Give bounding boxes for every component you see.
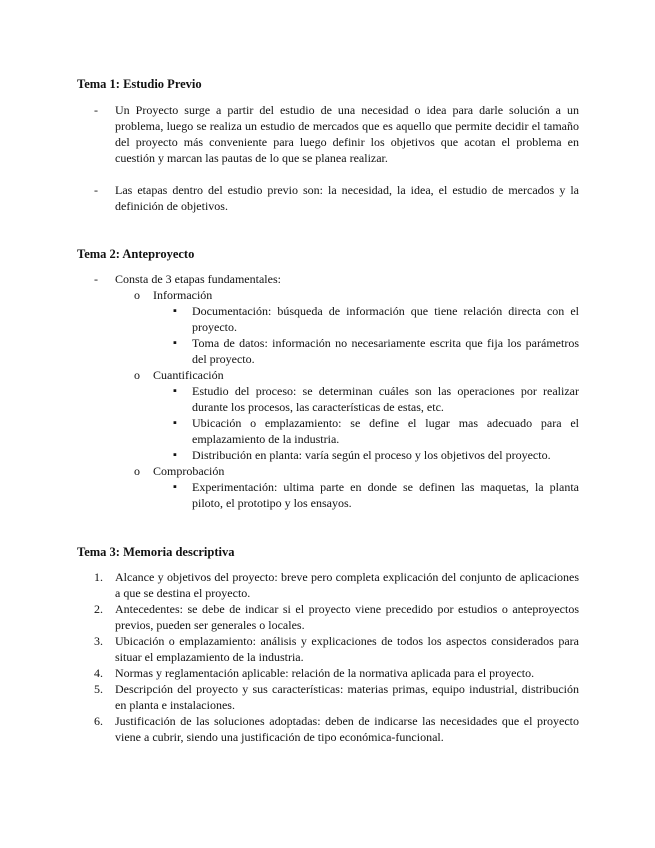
list-item [77,569,579,601]
heading-tema-1: Tema 1: Estudio Previo [77,77,202,91]
list-text: Alcance y objetivos del proyecto: breve pero completa explicación del conjunto de aplicaciones a que se destina el proyecto. [115,570,579,600]
section-tema-1 [77,76,579,214]
list-number: 1. [94,570,103,584]
list-text: Justificación de las soluciones adoptadas: deben de indicarse las necesidades que el proyecto viene a cubrir, siendo una justificación de tipo económica-funcional. [115,714,579,744]
list-item: - Un Proyecto surge a partir del estudio de una necesidad o idea para darle solución a un problema, luego se realiza un estudio de mercados que es aquello que permite decidir el tamaño del proyecto más conveniente para luego definir los objetivos que acotan el problema en cuestión y marcan las pautas de lo que se planea realizar. [77,102,579,166]
list-item [77,681,579,713]
section-tema-2 [77,246,579,511]
stage-comprobacion: o Comprobación [77,463,579,479]
list-item: - Consta de 3 etapas fundamentales: [77,271,579,287]
list-item: ▪ Documentación: búsqueda de información que tiene relación directa con el proyecto. [77,303,579,335]
stage-cuantificacion: o Cuantificación [77,367,579,383]
list-item [77,713,579,745]
section-tema-3 [77,544,579,745]
list-number: 6. [94,714,103,728]
list-item: ▪ Toma de datos: información no necesariamente escrita que fija los parámetros del proyecto. [77,335,579,367]
list-text: Ubicación o emplazamiento: análisis y explicaciones de todos los aspectos considerados para situar el emplazamiento de la industria. [115,634,579,664]
list-item [77,665,579,681]
list-text: Antecedentes: se debe de indicar si el proyecto viene precedido por estudios o anteproyectos previos, pueden ser generales o locales. [115,602,579,632]
list-number: 4. [94,666,103,680]
stage-informacion: o Información [77,287,579,303]
list-item: ▪ Ubicación o emplazamiento: se define el lugar mas adecuado para el emplazamiento de la industria. [77,415,579,447]
heading-tema-3: Tema 3: Memoria descriptiva [77,545,235,559]
list-text: Descripción del proyecto y sus características: materias primas, equipo industrial, distribución en planta e instalaciones. [115,682,579,712]
list-number: 3. [94,634,103,648]
list-text: Normas y reglamentación aplicable: relación de la normativa aplicada para el proyecto. [115,666,535,680]
list-item: ▪ Estudio del proceso: se determinan cuáles son las operaciones por realizar durante los procesos, las características de estas, etc. [77,383,579,415]
list-item: ▪ Experimentación: ultima parte en donde se definen las maquetas, la planta piloto, el prototipo y los ensayos. [77,479,579,511]
heading-tema-2: Tema 2: Anteproyecto [77,247,195,261]
list-item [77,633,579,665]
list-item: ▪ Distribución en planta: varía según el proceso y los objetivos del proyecto. [77,447,579,463]
list-item [77,601,579,633]
list-item: - Las etapas dentro del estudio previo son: la necesidad, la idea, el estudio de mercados y la definición de objetivos. [77,182,579,214]
list-number: 2. [94,602,103,616]
list-number: 5. [94,682,103,696]
